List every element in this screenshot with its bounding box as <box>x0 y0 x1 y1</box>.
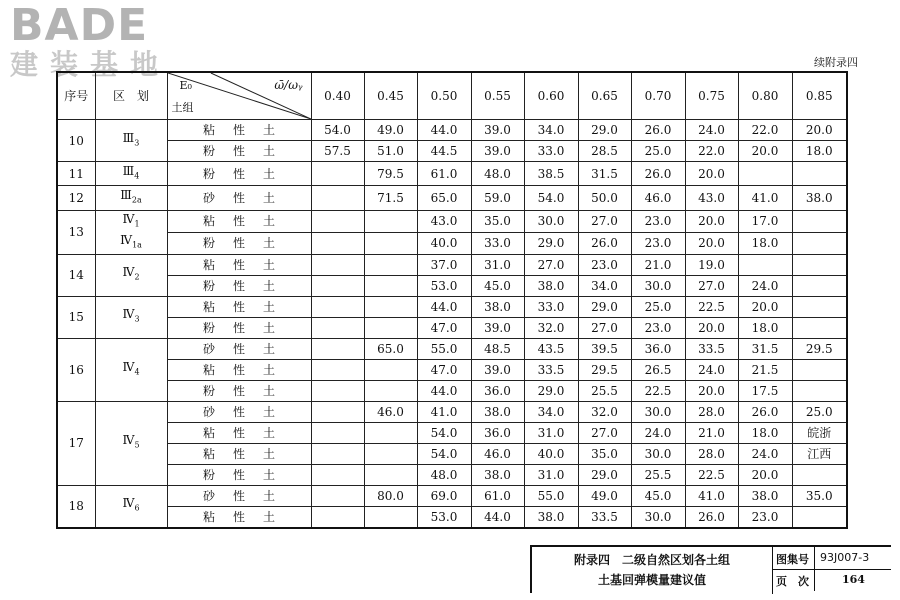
value-cell: 24.0 <box>631 422 685 443</box>
zone-subscript: 1 <box>134 219 140 229</box>
continued-label: 续附录四 <box>814 56 858 69</box>
value-cell <box>792 317 847 338</box>
value-cell: 54.0 <box>524 186 578 210</box>
value-cell: 49.0 <box>364 120 417 141</box>
soil-type: 粉性土 <box>167 464 311 485</box>
row-number: 18 <box>57 485 95 528</box>
value-cell: 28.0 <box>685 443 738 464</box>
table-row <box>57 422 847 443</box>
value-cell: 20.0 <box>685 210 738 232</box>
title-line-2: 土基回弹模量建议值 <box>597 573 706 587</box>
value-cell: 39.0 <box>471 317 524 338</box>
value-cell: 35.0 <box>792 485 847 506</box>
value-cell: 32.0 <box>524 317 578 338</box>
zone-subscript: 4 <box>134 367 140 377</box>
table-row <box>57 296 847 317</box>
value-cell: 37.0 <box>417 254 471 275</box>
header-col: 0.55 <box>471 72 524 120</box>
value-cell: 33.0 <box>524 141 578 162</box>
value-cell: 32.0 <box>578 401 631 422</box>
zone-cell <box>95 338 167 401</box>
value-cell: 48.0 <box>471 162 524 186</box>
header-col: 0.85 <box>792 72 847 120</box>
value-cell: 22.0 <box>738 120 792 141</box>
value-cell: 46.0 <box>631 186 685 210</box>
zone-subscript: 6 <box>134 503 140 513</box>
title-line-1: 附录四 二级自然区划各土组 <box>573 553 730 567</box>
table-row <box>57 210 847 232</box>
value-cell: 27.0 <box>578 210 631 232</box>
value-cell: 25.0 <box>631 296 685 317</box>
value-cell: 38.0 <box>792 186 847 210</box>
value-cell: 38.0 <box>471 296 524 317</box>
value-cell: 55.0 <box>417 338 471 359</box>
value-cell: 22.0 <box>685 141 738 162</box>
value-cell: 31.0 <box>524 422 578 443</box>
zone-symbol: Ⅳ <box>122 359 135 374</box>
value-cell: 22.5 <box>631 380 685 401</box>
header-col: 0.65 <box>578 72 631 120</box>
page-number: 164 <box>842 573 865 586</box>
soil-type: 粉性土 <box>167 317 311 338</box>
value-cell: 20.0 <box>685 232 738 254</box>
value-cell: 69.0 <box>417 485 471 506</box>
value-cell: 40.0 <box>417 232 471 254</box>
soil-type: 粉性土 <box>167 162 311 186</box>
value-cell: 20.0 <box>685 380 738 401</box>
value-cell: 55.0 <box>524 485 578 506</box>
value-cell: 35.0 <box>471 210 524 232</box>
header-col: 0.60 <box>524 72 578 120</box>
zone-cell <box>95 296 167 338</box>
value-cell <box>311 443 364 464</box>
value-cell <box>738 254 792 275</box>
value-cell: 71.5 <box>364 186 417 210</box>
value-cell <box>364 359 417 380</box>
value-cell: 47.0 <box>417 317 471 338</box>
zone-subscript: 2 <box>134 272 140 282</box>
value-cell: 43.0 <box>685 186 738 210</box>
zone-symbol: Ⅳ <box>122 307 135 322</box>
value-cell: 36.0 <box>631 338 685 359</box>
zone-cell <box>95 254 167 296</box>
value-cell: 25.5 <box>631 464 685 485</box>
zone-cell <box>95 120 167 162</box>
value-cell: 33.0 <box>524 296 578 317</box>
value-cell: 30.0 <box>524 210 578 232</box>
header-col: 0.80 <box>738 72 792 120</box>
value-cell: 27.0 <box>578 422 631 443</box>
value-cell <box>364 464 417 485</box>
value-cell: 31.0 <box>524 464 578 485</box>
soil-type: 粘性土 <box>167 506 311 528</box>
value-cell: 48.5 <box>471 338 524 359</box>
table-row <box>57 464 847 485</box>
value-cell: 38.0 <box>471 401 524 422</box>
value-cell <box>792 464 847 485</box>
value-cell <box>364 422 417 443</box>
value-cell: 30.0 <box>631 401 685 422</box>
value-cell: 43.5 <box>524 338 578 359</box>
zone-subscript: 3 <box>134 138 140 148</box>
header-diagonal <box>167 72 311 120</box>
zone-cell <box>95 186 167 210</box>
value-cell: 48.0 <box>417 464 471 485</box>
header-col: 0.50 <box>417 72 471 120</box>
table-row <box>57 120 847 141</box>
value-cell: 38.5 <box>524 162 578 186</box>
soil-type: 砂性土 <box>167 338 311 359</box>
value-cell: 36.0 <box>471 422 524 443</box>
table-row <box>57 162 847 186</box>
header-col: 0.40 <box>311 72 364 120</box>
table-row <box>57 401 847 422</box>
value-cell <box>311 338 364 359</box>
value-cell: 皖浙 <box>792 422 847 443</box>
value-cell: 41.0 <box>417 401 471 422</box>
value-cell <box>311 422 364 443</box>
value-cell: 29.5 <box>792 338 847 359</box>
value-cell <box>311 359 364 380</box>
value-cell: 61.0 <box>417 162 471 186</box>
value-cell: 59.0 <box>471 186 524 210</box>
value-cell: 18.0 <box>738 317 792 338</box>
table-row <box>57 443 847 464</box>
zone-symbol: Ⅲ <box>122 130 135 145</box>
value-cell: 33.5 <box>685 338 738 359</box>
value-cell <box>311 296 364 317</box>
value-cell <box>364 443 417 464</box>
value-cell: 28.0 <box>685 401 738 422</box>
soil-type: 粉性土 <box>167 141 311 162</box>
value-cell: 34.0 <box>524 120 578 141</box>
value-cell: 31.5 <box>578 162 631 186</box>
zone-cell <box>95 162 167 186</box>
value-cell: 26.0 <box>631 162 685 186</box>
value-cell: 20.0 <box>738 141 792 162</box>
atlas-label: 图集号 <box>776 553 809 566</box>
value-cell: 38.0 <box>471 464 524 485</box>
value-cell: 17.0 <box>738 210 792 232</box>
value-cell: 23.0 <box>631 317 685 338</box>
value-cell: 24.0 <box>738 443 792 464</box>
value-cell: 27.0 <box>685 275 738 296</box>
soil-type: 粘性土 <box>167 210 311 232</box>
value-cell: 23.0 <box>631 210 685 232</box>
soil-type: 粘性土 <box>167 296 311 317</box>
value-cell: 43.0 <box>417 210 471 232</box>
value-cell: 17.5 <box>738 380 792 401</box>
value-cell: 33.5 <box>578 506 631 528</box>
value-cell: 25.0 <box>792 401 847 422</box>
zone-subscript: 2a <box>131 195 142 205</box>
value-cell: 26.0 <box>738 401 792 422</box>
row-number: 11 <box>57 162 95 186</box>
value-cell: 38.0 <box>524 275 578 296</box>
value-cell: 44.0 <box>417 380 471 401</box>
value-cell <box>738 162 792 186</box>
header-soil-group: 土组 <box>171 101 194 114</box>
table-row <box>57 232 847 254</box>
value-cell <box>311 275 364 296</box>
zone-subscript: 1a <box>132 240 142 250</box>
value-cell: 18.0 <box>738 232 792 254</box>
zone-symbol: Ⅲ <box>120 188 132 203</box>
table-row <box>57 254 847 275</box>
header-zone: 区 划 <box>95 72 167 120</box>
value-cell: 39.0 <box>471 359 524 380</box>
value-cell: 21.0 <box>685 422 738 443</box>
soil-type: 粉性土 <box>167 275 311 296</box>
value-cell: 44.0 <box>471 506 524 528</box>
zone-symbol: Ⅳ <box>122 433 135 448</box>
value-cell: 45.0 <box>471 275 524 296</box>
value-cell <box>792 254 847 275</box>
value-cell <box>792 275 847 296</box>
value-cell: 54.0 <box>311 120 364 141</box>
value-cell: 24.0 <box>685 120 738 141</box>
value-cell: 50.0 <box>578 186 631 210</box>
soil-type: 粘性土 <box>167 443 311 464</box>
value-cell <box>364 380 417 401</box>
value-cell: 29.0 <box>578 120 631 141</box>
value-cell: 24.0 <box>685 359 738 380</box>
row-number: 13 <box>57 210 95 254</box>
value-cell <box>364 317 417 338</box>
drawing-title <box>532 547 773 594</box>
value-cell: 65.0 <box>364 338 417 359</box>
value-cell: 30.0 <box>631 275 685 296</box>
header-e0: E₀ <box>179 79 192 92</box>
value-cell <box>311 162 364 186</box>
watermark-brand: BADE <box>10 0 149 51</box>
value-cell: 18.0 <box>738 422 792 443</box>
soil-type: 粘性土 <box>167 120 311 141</box>
value-cell <box>311 485 364 506</box>
value-cell: 36.0 <box>471 380 524 401</box>
zone-subscript: 4 <box>134 171 140 181</box>
value-cell: 31.0 <box>471 254 524 275</box>
value-cell <box>311 317 364 338</box>
soil-type: 粘性土 <box>167 422 311 443</box>
header-col: 0.45 <box>364 72 417 120</box>
value-cell: 30.0 <box>631 506 685 528</box>
value-cell: 19.0 <box>685 254 738 275</box>
atlas-number: 93J007-3 <box>820 551 870 564</box>
value-cell <box>792 380 847 401</box>
soil-type: 粘性土 <box>167 359 311 380</box>
value-cell <box>792 506 847 528</box>
value-cell: 38.0 <box>524 506 578 528</box>
value-cell <box>311 186 364 210</box>
value-cell: 79.5 <box>364 162 417 186</box>
page-label: 页 次 <box>776 575 809 588</box>
value-cell: 24.0 <box>738 275 792 296</box>
value-cell: 80.0 <box>364 485 417 506</box>
table-row <box>57 338 847 359</box>
value-cell: 30.0 <box>631 443 685 464</box>
table-row <box>57 359 847 380</box>
value-cell: 44.0 <box>417 296 471 317</box>
title-block <box>530 545 891 593</box>
value-cell: 45.0 <box>631 485 685 506</box>
table-row <box>57 317 847 338</box>
table-row <box>57 186 847 210</box>
soil-type: 粘性土 <box>167 254 311 275</box>
value-cell: 29.0 <box>578 464 631 485</box>
value-cell: 51.0 <box>364 141 417 162</box>
zone-subscript: 3 <box>134 314 140 324</box>
value-cell: 46.0 <box>364 401 417 422</box>
value-cell: 21.5 <box>738 359 792 380</box>
row-number: 16 <box>57 338 95 401</box>
value-cell: 65.0 <box>417 186 471 210</box>
value-cell: 57.5 <box>311 141 364 162</box>
header-ratio: ω̄/ωᵧ <box>274 78 303 92</box>
value-cell: 23.0 <box>738 506 792 528</box>
value-cell <box>364 506 417 528</box>
value-cell: 18.0 <box>792 141 847 162</box>
value-cell: 46.0 <box>471 443 524 464</box>
row-number: 17 <box>57 401 95 485</box>
table-row <box>57 485 847 506</box>
value-cell: 61.0 <box>471 485 524 506</box>
value-cell: 26.0 <box>685 506 738 528</box>
value-cell: 35.0 <box>578 443 631 464</box>
value-cell <box>364 275 417 296</box>
value-cell <box>311 254 364 275</box>
value-cell: 47.0 <box>417 359 471 380</box>
value-cell: 20.0 <box>685 162 738 186</box>
value-cell <box>364 296 417 317</box>
value-cell: 33.0 <box>471 232 524 254</box>
value-cell <box>364 232 417 254</box>
value-cell: 29.5 <box>578 359 631 380</box>
zone-subscript: 5 <box>134 440 140 450</box>
value-cell: 54.0 <box>417 443 471 464</box>
value-cell: 26.5 <box>631 359 685 380</box>
value-cell: 54.0 <box>417 422 471 443</box>
zone-cell <box>95 485 167 528</box>
row-number: 10 <box>57 120 95 162</box>
zone-symbol: Ⅳ <box>122 496 135 511</box>
value-cell <box>311 401 364 422</box>
value-cell: 29.0 <box>524 232 578 254</box>
value-cell: 39.0 <box>471 120 524 141</box>
value-cell: 44.5 <box>417 141 471 162</box>
soil-type: 砂性土 <box>167 401 311 422</box>
value-cell <box>311 210 364 232</box>
value-cell: 27.0 <box>524 254 578 275</box>
value-cell <box>364 210 417 232</box>
row-number: 15 <box>57 296 95 338</box>
zone-cell <box>95 401 167 485</box>
value-cell <box>311 232 364 254</box>
value-cell: 23.0 <box>578 254 631 275</box>
value-cell: 26.0 <box>631 120 685 141</box>
soil-type: 粉性土 <box>167 380 311 401</box>
value-cell: 21.0 <box>631 254 685 275</box>
header-col: 0.70 <box>631 72 685 120</box>
value-cell: 22.5 <box>685 464 738 485</box>
value-cell: 20.0 <box>685 317 738 338</box>
row-number: 14 <box>57 254 95 296</box>
zone-symbol: Ⅳ <box>122 265 135 280</box>
value-cell: 26.0 <box>578 232 631 254</box>
value-cell: 38.0 <box>738 485 792 506</box>
value-cell: 34.0 <box>578 275 631 296</box>
zone-cell <box>95 210 167 254</box>
value-cell: 20.0 <box>792 120 847 141</box>
header-row <box>57 72 847 120</box>
value-cell: 34.0 <box>524 401 578 422</box>
table-body <box>57 120 847 528</box>
header-col: 0.75 <box>685 72 738 120</box>
value-cell: 江西 <box>792 443 847 464</box>
value-cell: 20.0 <box>738 296 792 317</box>
table-row <box>57 506 847 528</box>
value-cell: 27.0 <box>578 317 631 338</box>
value-cell <box>792 296 847 317</box>
zone-symbol: Ⅳ <box>120 233 133 248</box>
soil-type: 粉性土 <box>167 232 311 254</box>
watermark-brand-cn: 建装基地 <box>10 48 171 81</box>
value-cell: 49.0 <box>578 485 631 506</box>
row-number: 12 <box>57 186 95 210</box>
header-no: 序号 <box>57 72 95 120</box>
value-cell: 39.0 <box>471 141 524 162</box>
value-cell: 29.0 <box>524 380 578 401</box>
value-cell: 40.0 <box>524 443 578 464</box>
value-cell: 29.0 <box>578 296 631 317</box>
table-row <box>57 275 847 296</box>
value-cell: 44.0 <box>417 120 471 141</box>
value-cell: 53.0 <box>417 506 471 528</box>
soil-type: 砂性土 <box>167 186 311 210</box>
value-cell <box>792 162 847 186</box>
value-cell: 33.5 <box>524 359 578 380</box>
value-cell: 53.0 <box>417 275 471 296</box>
value-cell: 20.0 <box>738 464 792 485</box>
value-cell: 22.5 <box>685 296 738 317</box>
value-cell: 41.0 <box>738 186 792 210</box>
value-cell: 39.5 <box>578 338 631 359</box>
value-cell: 25.5 <box>578 380 631 401</box>
value-cell: 28.5 <box>578 141 631 162</box>
value-cell: 31.5 <box>738 338 792 359</box>
value-cell <box>792 210 847 232</box>
value-cell <box>311 464 364 485</box>
value-cell <box>792 359 847 380</box>
zone-symbol: Ⅳ <box>122 211 135 226</box>
value-cell <box>364 254 417 275</box>
value-cell <box>311 506 364 528</box>
value-cell <box>792 232 847 254</box>
value-cell: 23.0 <box>631 232 685 254</box>
modulus-table <box>56 71 848 529</box>
table-row <box>57 380 847 401</box>
zone-symbol: Ⅲ <box>122 164 135 178</box>
table-row <box>57 141 847 162</box>
soil-type: 砂性土 <box>167 485 311 506</box>
value-cell <box>311 380 364 401</box>
value-cell: 25.0 <box>631 141 685 162</box>
value-cell: 41.0 <box>685 485 738 506</box>
